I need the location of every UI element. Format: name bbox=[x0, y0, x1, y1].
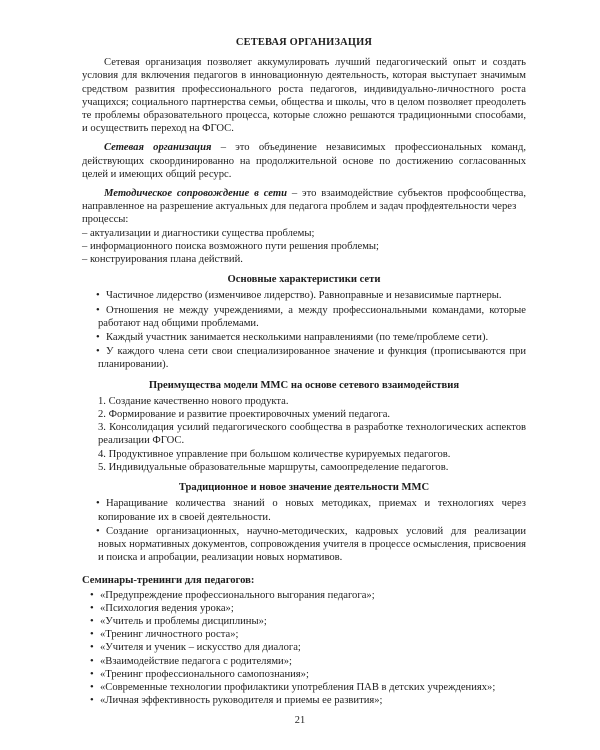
new-value-heading: Традиционное и новое значение деятельности ММС bbox=[178, 482, 430, 494]
list-item: • Каждый участник занимается несколькими направлениями (по теме/проблеме сети). bbox=[96, 332, 489, 344]
list-item: • «Тренинг личностного роста»; bbox=[90, 629, 239, 641]
list-item: • «Предупреждение профессионального выгорания педагога»; bbox=[90, 589, 375, 601]
list-item: – информационного поиска возможного пути решения проблемы; bbox=[82, 240, 379, 252]
bullet-mark: • bbox=[90, 629, 94, 641]
bullet-mark: • bbox=[90, 695, 94, 707]
list-item: • Наращивание количества знаний о новых методиках, приемах и технологиях через копирование их в своей деятельности. bbox=[96, 498, 526, 523]
bullet-mark: • bbox=[96, 525, 100, 537]
list-item: • «Учитель и проблемы дисциплины»; bbox=[90, 615, 267, 627]
list-item: • «Личная эффективность руководителя и приемы ее развития»; bbox=[90, 695, 383, 707]
bullet-mark: • bbox=[90, 589, 94, 601]
characteristics-list bbox=[82, 289, 526, 371]
network-definition-term: Сетевая организация bbox=[104, 142, 212, 154]
page-title: СЕТЕВАЯ ОРГАНИЗАЦИЯ bbox=[235, 37, 373, 48]
list-item: 2. Формирование и развитие проектировочных умений педагога. bbox=[98, 409, 391, 421]
network-definition bbox=[82, 141, 526, 181]
seminars-heading: Семинары-тренинги для педагогов: bbox=[82, 575, 255, 587]
list-item: – конструирования плана действий. bbox=[82, 254, 243, 266]
list-item: • Отношения не между учреждениями, а между профессиональными командами, которые работают над общими проблемами. bbox=[96, 304, 526, 329]
list-item: – актуализации и диагностики существа проблемы; bbox=[82, 227, 315, 239]
list-item: • Создание организационных, научно-методических, кадровых условий для реализации новых нормативных документов, сопровождения учителя в процессе осмысления, присвоения и поиска и апробации, реализации новых нормативов. bbox=[96, 525, 526, 564]
bullet-mark: • bbox=[90, 642, 94, 654]
support-definition-tail: процессы: bbox=[82, 214, 129, 226]
bullet-mark: • bbox=[96, 346, 100, 358]
new-value-list bbox=[82, 497, 526, 564]
intro-paragraph: Сетевая организация позволяет аккумулировать лучший педагогический опыт и создать условия для включения педагогов в инновационную деятельность, которая выступает значимым средством развития профессионального роста педагогов, индивидуально-личностного роста учащихся; социального партнерства семьи, общества и школы, что в целом позволяет преодолеть те проблемы образовательного процесса, которые сложно решаются традиционными способами, и осуществить переход на ФГОС. bbox=[82, 57, 526, 135]
page-number: 21 bbox=[294, 715, 306, 726]
list-item: • «Тренинг профессионального самопознания»; bbox=[90, 668, 309, 680]
support-process-list bbox=[82, 227, 526, 267]
list-item: • «Психология ведения урока»; bbox=[90, 602, 234, 614]
list-item: 5. Индивидуальные образовательные маршруты, самоопределение педагогов. bbox=[98, 461, 449, 473]
support-definition-text: – это взаимодействие субъектов профсообщества, направленное на разрешение актуальных для педагога проблем и задач профдеятельности через bbox=[82, 188, 526, 213]
list-item: • У каждого члена сети свои специализированное значение и функция (прописываются при планировании). bbox=[96, 346, 526, 371]
bullet-mark: • bbox=[90, 668, 94, 680]
bullet-mark: • bbox=[90, 615, 94, 627]
support-definition-term: Методическое сопровождение в сети bbox=[104, 188, 287, 200]
bullet-mark: • bbox=[90, 602, 94, 614]
list-item: 1. Создание качественно нового продукта. bbox=[98, 395, 289, 407]
list-item: • «Учителя и ученик – искусство для диалога; bbox=[90, 642, 301, 654]
bullet-mark: • bbox=[96, 498, 100, 510]
support-definition bbox=[82, 187, 526, 213]
bullet-mark: • bbox=[90, 681, 94, 693]
list-item: • «Взаимодействие педагога с родителями»; bbox=[90, 655, 292, 667]
advantages-heading: Преимущества модели ММС на основе сетевого взаимодействия bbox=[148, 379, 460, 391]
seminars-list bbox=[82, 589, 526, 708]
network-definition-text: – это объединение независимых профессиональных команд, действующих скоординированно на продолжительной основе по достижению согласованных целей и имеющих общий ресурс. bbox=[82, 142, 526, 180]
list-item: 4. Продуктивное управление при большом количестве курируемых педагогов. bbox=[98, 448, 451, 460]
bullet-mark: • bbox=[96, 332, 100, 344]
bullet-mark: • bbox=[96, 290, 100, 302]
list-item: • «Современные технологии профилактики употребления ПАВ в детских учреждениях»; bbox=[90, 681, 496, 693]
list-item: 3. Консолидация усилий педагогического сообщества в разработке технологических аспектов реализации ФГОС. bbox=[98, 422, 526, 447]
characteristics-heading: Основные характеристики сети bbox=[227, 274, 381, 286]
list-item: • Частичное лидерство (изменчивое лидерство). Равноправные и независимые партнеры. bbox=[96, 290, 502, 302]
bullet-mark: • bbox=[90, 655, 94, 667]
bullet-mark: • bbox=[96, 304, 100, 316]
advantages-list bbox=[82, 395, 526, 474]
